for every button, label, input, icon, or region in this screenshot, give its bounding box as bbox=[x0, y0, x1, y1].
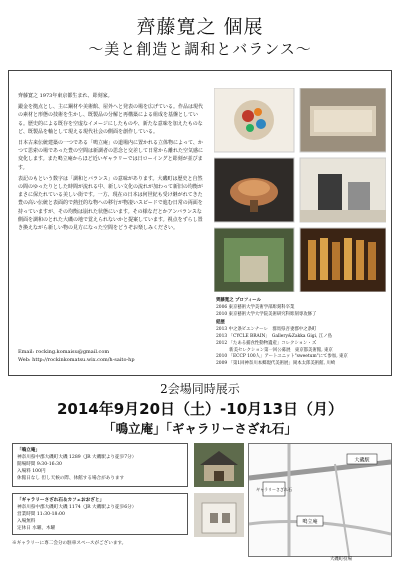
web-link[interactable]: Web: http://rockinkomatsu.wix.com/h-saito-hp bbox=[18, 357, 135, 363]
venue-photos bbox=[194, 443, 244, 537]
bio-paragraph: 表記のもという数字は「調和とバランス」の意味があります。大磯町は歴史と自然の間のゆったりとした時間が流れる中、新しい文化の流れが加わって新旧の均衡がまさに保たれている美しい街です。一方、現在の日本は何世紀も受け継がれてきた豊の高い伝統と表面的で熱狂的な物への移行が物凄いスピードで進む日常の両面を持っていますが、その均衡は崩れた状態にいます。その様なだとかアンバランスな側面を調和のとれた大磯の地で覚えられないかと提案しています。視点をずらし置き換えながら新しい物の見方になった空間をどうぞお楽しみください。 bbox=[18, 175, 203, 232]
exhibition-dates: 2014年9月20日（土）-10月13日（月） bbox=[56, 400, 344, 418]
bio-paragraph: 齊藤寛之 1973年東京都生まれ、彫刻家。 bbox=[18, 93, 113, 99]
access-map bbox=[248, 443, 392, 557]
artist-profile bbox=[216, 296, 386, 368]
venue-address: 神奈川県中郡大磯町大磯 1174（JR 大磯駅より徒歩6分） bbox=[17, 505, 137, 510]
exhibition-title: 齊藤寛之 個展 bbox=[136, 16, 264, 38]
bio-paragraph: 日本古来伝統建築の一つである「鳴立庵」の道場内に置かれる立体物によって、かつて思索の場であった豊の空間は新調者の思念と交差して日常から離れた空気感に変化します。また鳴立庵からほど近いギャラリーでは日ローイングと彫刻が並びます。 bbox=[18, 140, 203, 171]
venue-name: 「ギャラリーさざれ石＆カフェおおざと」 bbox=[17, 498, 105, 503]
exhibitions-heading: 経歴 bbox=[216, 320, 225, 326]
venue-closed: 休館日なし 但し天候の際、休館する場合があります bbox=[17, 476, 125, 481]
exhibition-subtitle: ～美と創造と調和とバランス～ bbox=[88, 40, 312, 58]
email-text[interactable]: Email: rocking.komaisu@gmail.com bbox=[18, 349, 110, 355]
venue-name: 「鳴立庵」 bbox=[17, 448, 40, 453]
joint-exhibition-heading: 2会場同時展示 bbox=[160, 382, 240, 396]
venue-hours: 開場時間 9:30-16:30 bbox=[17, 462, 62, 467]
venue-fee: 入場料 100円 bbox=[17, 469, 46, 474]
exhibition-entry: 新美セレクション第一回公募展 東京都美術館, 東京 bbox=[216, 347, 333, 353]
venue-gallery-info bbox=[12, 493, 188, 535]
artist-bio bbox=[18, 92, 204, 235]
shigitatsuan-photo bbox=[194, 443, 244, 487]
venues-line: 「鳴立庵」「ギャラリーさざれ石」 bbox=[103, 421, 297, 436]
parking-note: ※ギャラリーに専二会分の駐車スペースがございます。 bbox=[12, 541, 127, 546]
profile-heading: 齊藤寛之 プロフィール bbox=[216, 298, 261, 303]
exhibition-entry: 2013 「CYCLE BRAIN」 Gallery&Zakka Gigi, 江ノ島 bbox=[216, 333, 332, 339]
venue-closed: 定休日 水曜、木曜 bbox=[17, 526, 56, 531]
contact-info bbox=[18, 348, 208, 364]
map-label-shigitatsuan: 鳴立庵 bbox=[302, 519, 318, 525]
artwork-photo-3 bbox=[214, 158, 294, 222]
profile-education: 2010 東京藝術大学大学院美術研究科彫刻専攻修了 bbox=[216, 311, 317, 317]
bio-paragraph: 鍛金を拠点とし、主に鋼材や美術館、屋外へと発表の場を広げている。作品は現代の素材と形態の技術を生かし、既製品の分解と再構築による組成を基盤としている。歴史的による既存を空虚なイメージにしたものや、新たな意味を加えたものなど、既製品を軸として現える現代社会の側面を創作している。 bbox=[18, 104, 204, 135]
gallery-photo bbox=[194, 493, 244, 537]
artwork-photo-6 bbox=[300, 228, 386, 292]
exhibition-entry: 2010 「ECCP 100人」アートユニット"sweetum"にて参加, 東京 bbox=[216, 354, 348, 360]
exhibition-entry: 2013 中之条ビエンナーレ 群馬県吾妻郡中之条町 bbox=[216, 327, 317, 333]
artwork-photo-5 bbox=[214, 228, 294, 292]
artwork-photo-4 bbox=[300, 158, 386, 222]
artwork-photo-1 bbox=[214, 88, 294, 152]
exhibition-entry: 2009 「第1回神奈川本郷現代美術展」岡本太郎美術館, 川崎 bbox=[216, 361, 336, 367]
venue-hours: 営業時間 11:30-18:00 bbox=[17, 512, 65, 517]
map-caption: 大磯町役場 bbox=[330, 557, 352, 562]
artwork-photos bbox=[214, 88, 386, 292]
venue-shigitatsuan-info bbox=[12, 443, 188, 487]
map-label-gallery: ギャラリーさざれ石 bbox=[256, 487, 292, 492]
exhibition-entry: 2012 「たある捕食性動物遺産」コレクション・ズ bbox=[216, 340, 317, 346]
venue-fee: 入場無料 bbox=[17, 519, 36, 524]
profile-education: 2006 東京藝術大学美術学部彫刻科卒業 bbox=[216, 304, 295, 310]
map-label-station: 大磯駅 bbox=[354, 457, 370, 464]
artwork-photo-2 bbox=[300, 88, 386, 152]
venue-address: 神奈川県中郡大磯町大磯 1289（JR 大磯駅より徒歩7分） bbox=[17, 455, 137, 460]
